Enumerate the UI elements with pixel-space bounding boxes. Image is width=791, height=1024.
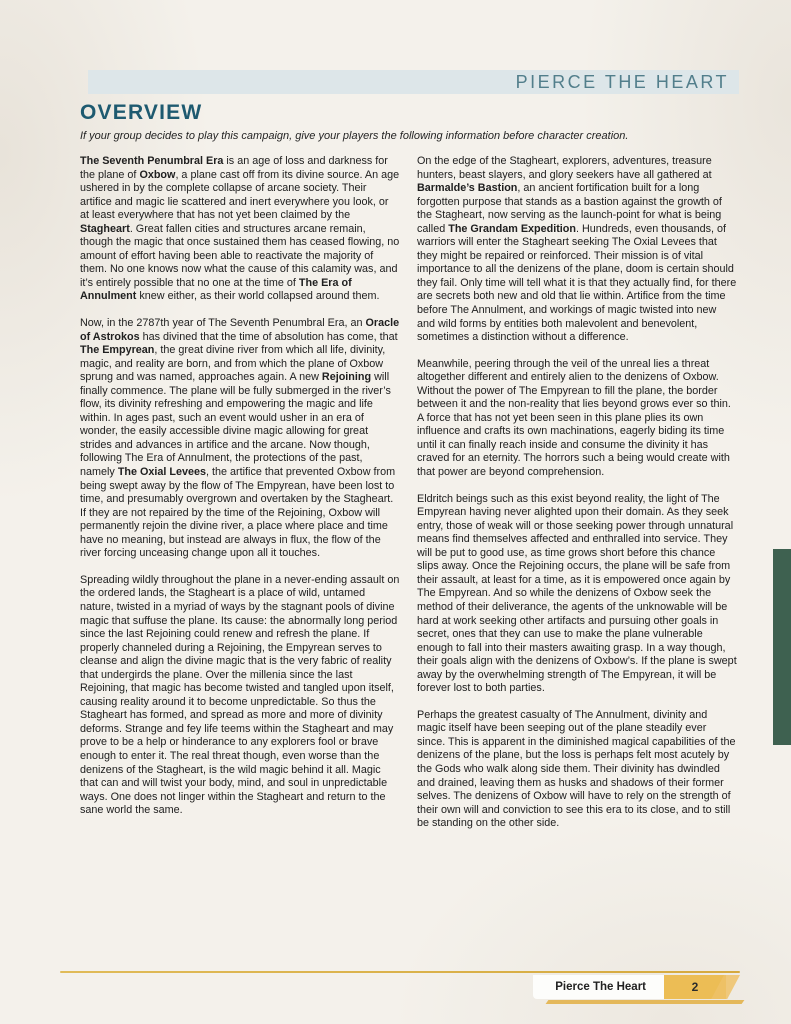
footer-rule [60, 971, 740, 973]
footer-underline [546, 1000, 745, 1004]
intro-note: If your group decides to play this campaign, give your players the following information before character creation. [80, 130, 629, 142]
paragraph: Perhaps the greatest casualty of The Annulment, divinity and magic itself have been seeping out of the plane steadily ever since. This is apparent in the diminished magical capabilities of the denizens of the plane, but the loss is perhaps felt most acutely by the Gods who walk along side them. Their divinity has dwindled and drained, leaving them as husks and shadows of their former selves. The denizens of Oxbow will have to rely on the strength of their own will and conviction to see this era to its close, and to still be standing on the other side. [417, 708, 736, 830]
paragraph: Meanwhile, peering through the veil of the unreal lies a threat altogether different and entirely alien to the denizens of Oxbow. Without the power of The Empyrean to fill the plane, the border between it and the non-reality that lies beyond grows ever so thin. A force that has not yet been seen in this plane plies its own influence and crafts its own machinations, eagerly biding its time until it can finally reach inside and consume the divinity it has craved for an eternity. The horrors such a being would create with that power are beyond comprehension. [417, 357, 731, 479]
body-columns [80, 155, 737, 844]
page-footer [533, 975, 740, 999]
paragraph: Eldritch beings such as this exist beyond reality, the light of The Empyrean having never alighted upon their domain. As they seek entry, those of weak will or those seeking power through unnatural means find themselves affected and enthralled into service. They will be put to good use, as time grows short before this chance slips away. Once the Rejoining occurs, the plane will be safe from their assault, at least for a time, as it is empowered once again by The Empyrean. And so while the denizens of Oxbow seek the method of their deliverance, the agents of the unknowable will be hard at work seeking other artifacts and pursuing other goals in secret, ones that they can use to make the plane vulnerable enough to fall into their masters awaiting grasp. In a way though, their goals align with the denizens of Oxbow’s. If the plane is swept away by the overwhelming strength of The Empyrean, it will be forever lost to both parties. [417, 492, 737, 695]
left-column [80, 155, 400, 844]
paragraph: On the edge of the Stagheart, explorers, adventures, treasure hunters, beast slayers, and glory seekers have all gathered at Barmalde’s Bastion, an ancient fortification built for a long forgotten purpose that stands as a bastion against the growth of the Stagheart, now serving as the launch-point for what is being called The Grandam Expedition. Hundreds, even thousands, of warriors will enter the Stagheart seeking The Oxial Levees that they might be repaired or reinforced. Their mission is of vital importance to all the denizens of the plane, doom is certain should they fail. Only time will tell what it is that they actually find, for there are secrets both new and old that lie within. Artifice from the time before The Annulment, and workings of magic twisted into new and wild forms by entities both malevolent and benevolent, sometimes a distinction without a difference. [417, 155, 737, 344]
page-number: 2 [664, 975, 726, 999]
paragraph: The Seventh Penumbral Era is an age of loss and darkness for the plane of Oxbow, a plane cast off from its divine source. An age ushered in by the complete collapse of arcane society. Their artifice and magic lie scattered and inert everywhere you look, or at least everywhere that has not yet been claimed by the Stagheart. Great fallen cities and structures arcane remain, though the magic that once sustained them has ceased flowing, no amount of effort having been able to reactivate the majority of them. No one knows now what the cause of this calamity was, and it’s entirely possible that no one at the time of The Era of Annulment knew either, as their world collapsed around them. [80, 155, 400, 303]
paragraph: Now, in the 2787th year of The Seventh Penumbral Era, an Oracle of Astrokos has divined that the time of absolution has come, that The Empyrean, the great divine river from which all life, divinity, magic, and reality are born, and from which the plane of Oxbow sprung and was named, approaches again. A new Rejoining will finally commence. The plane will be fully submerged in the river’s flow, its divinity refreshing and empowering the magic and life within. In ages past, such an event would usher in an era of wonder, the easily accessible divine magic allowing for great strides and advances in artifice and the arcane. Now though, following The Era of Annulment, the protections of the past, namely The Oxial Levees, the artifice that prevented Oxbow from being swept away by the flow of The Empyrean, have been lost to time, and presumably overgrown and overtaken by the Stagheart. If they are not repaired by the time of the Rejoining, Oxbow will permanently rejoin the divine river, a place where place and time have no meaning, but instead are always in flux, the flow of the river forcing unceasing change upon all it touches. [80, 317, 400, 560]
footer-chapter-label: Pierce The Heart [533, 975, 664, 999]
paragraph: Spreading wildly throughout the plane in a never-ending assault on the ordered lands, the Stagheart is a place of wild, untamed nature, twisted in a myriad of ways by the stagnant pools of divine magic that suffuse the plane. Its cause: the abnormally long period since the last Rejoining could renew and refresh the plane. If properly channeled during a Rejoining, the Empyrean serves to cleanse and align the divine magic that is the very fabric of reality that undergirds the plane. Over the millenia since the last Rejoining, that magic has become twisted and tangled upon itself, causing reality around it to become unpredictable. So thus the Stagheart has formed, and spread as more and more of divinity deforms. Strange and fey life teems within the Stagheart and may prove to be a help or hinderance to any explorers fool or brave enough to enter it. The real threat though, even worse than the denizens of the Stagheart, is the wild magic behind it all. Magic that can and will twist your body, mind, and soul in unpredictable ways. One does not linger within the Stagheart and return to the sane world the same. [80, 573, 400, 817]
section-edge-tab [773, 549, 791, 745]
chapter-header-band [88, 70, 739, 94]
right-column [417, 155, 737, 844]
chapter-title: PIERCE THE HEART [515, 71, 729, 92]
section-title: OVERVIEW [80, 101, 203, 124]
